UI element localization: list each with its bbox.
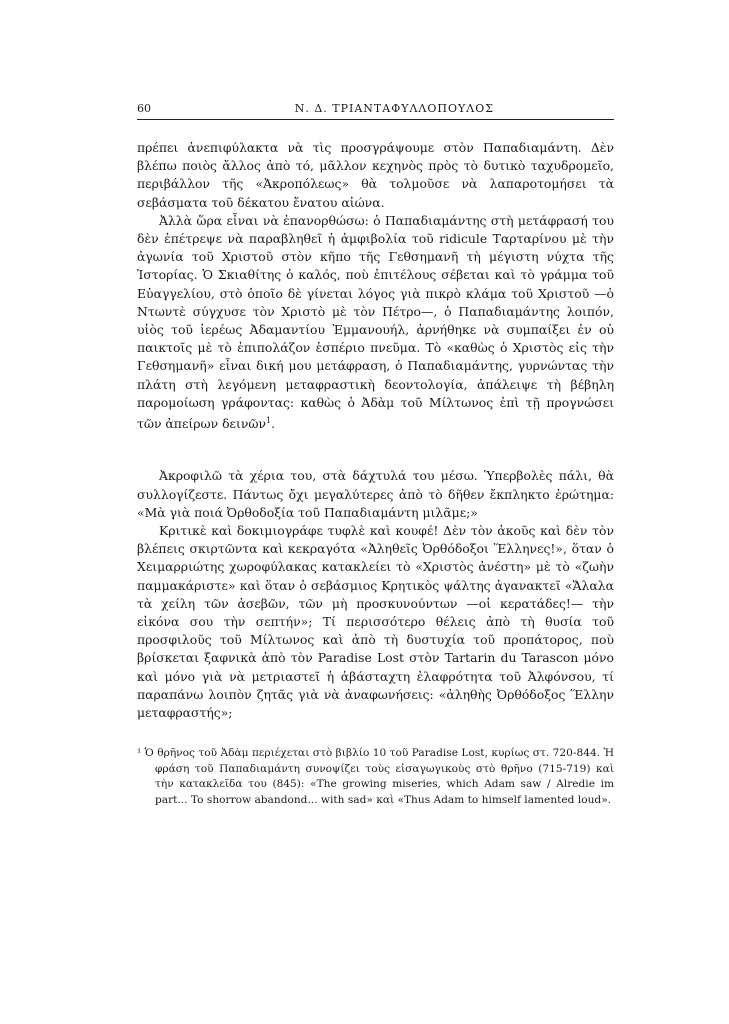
footnote-1: ¹ Ὁ θρῆνος τοῦ Ἀδὰμ περιέχεται στὸ βιβλίο 10 τοῦ Paradise Lost, κυρίως στ. 720-844. Ἡ φράση τοῦ Παπαδιαμάντη συνοψίζει τοὺς εἰσαγωγικοὺς στὸ θρῆνο (715-719) καὶ τὴν κατακλεῖδα του (845): «The growing miseries, which Adam saw / Alredie im part... To shorrow abandond... with sad» καὶ «Thus Adam to himself lamented loud». (137, 747, 614, 806)
paragraph-3: Ἀκροφιλῶ τὰ χέρια του, στὰ δάχτυλά του μέσω. Ὑπερβολὲς πάλι, θὰ συλλογίζεστε. Πάντως ὄχι μεγαλύτερες ἀπὸ τὸ δῆθεν ἔκπληκτο ἐρώτημα: «Μὰ γιὰ ποιά Ὀρθοδοξία τοῦ Παπαδιαμάντη μιλᾶμε;» (137, 468, 614, 520)
paragraph-4: Κριτικὲ καὶ δοκιμιογράφε τυφλὲ καὶ κουφέ! Δὲν τὸν ἀκοῦς καὶ δὲν τὸν βλέπεις σκιρτῶντα καὶ κεκραγότα «Ἀληθεῖς Ὀρθόδοξοι Ἕλληνες!», ὅταν ὁ Χειμαρριώτης χωροφύλακας κατακλείει τὸ «Χριστὸς ἀνέστη» μὲ τὸ «ζωὴν παμμακάριστε» καὶ ὅταν ὁ σεβάσμιος Κρητικὸς ψάλτης ἀγανακτεῖ «Ἄλαλα τὰ χείλη τῶν ἀσεβῶν, τῶν μὴ προσκυνούντων —οἱ κερατάδες!— τὴν εἰκόνα σου τὴν σεπτήν»; Τί περισσότερο θέλεις ἀπὸ τὴ θυσία τοῦ προσφιλοῦς τοῦ Μίλτωνος καὶ ἀπὸ τὴ δυστυχία τοῦ προπάτορος, ποὺ βρίσκεται ξαφνικὰ ἀπὸ τὸν Paradise Lost στὸν Tartarin du Tarascon μόνο καὶ μόνο γιὰ νὰ μετριαστεῖ ἡ ἀβάσταχτη ἐλαφρότητα τοῦ Ἀλφόνσου, τί παραπάνω λοιπὸν ζητᾶς γιὰ νὰ ἀναφωνήσεις: «ἀληθὴς Ὀρθόδοξος Ἕλλην μεταφραστής»; (137, 522, 614, 721)
running-title: Ν. Δ. ΤΡΙΑΝΤΑΦΥΛΛΟΠΟΥΛΟΣ (294, 102, 494, 115)
paragraph-1: πρέπει ἀνεπιφύλακτα νὰ τὶς προσγράψουμε στὸν Παπαδιαμάντη. Δὲν βλέπω ποιὸς ἄλλος ἀπὸ τό, μᾶλλον κεχηνὸς πρὸς τὸ δυτικὸ ταχυδρομεῖο, περιβάλλον τῆς «Ἀκροπόλεως» θὰ τολμοῦσε νὰ λαπαροτομήσει τὰ σεβάσματα τοῦ δέκατου ἔνατου αἰώνα. (137, 140, 614, 210)
book-page (137, 102, 614, 808)
running-header (137, 102, 614, 120)
section-gap (137, 433, 614, 467)
paragraph-2-text: Ἀλλὰ ὥρα εἶναι νὰ ἐπανορθώσω: ὁ Παπαδιαμάντης στὴ μετάφρασή του δὲν ἐπέτρεψε νὰ παραβληθεῖ ἡ ἀμφιβολία τοῦ ridicule Ταρταρίνου μὲ τὴν ἀγωνία τοῦ Χριστοῦ στὸν κῆπο τῆς Γεθσημανῆ τὴ μέγιστη νύχτα τῆς Ἱστορίας. Ὁ Σκιαθίτης ὁ καλός, ποὺ ἐπιτέλους σέβεται καὶ τὸ γράμμα τοῦ Εὐαγγελίου, στὸ ὁποῖο δὲ γίνεται λόγος γιὰ πικρὸ κλάμα τοῦ Χριστοῦ —ὁ Ντωντὲ σύγχυσε τὸν Χριστὸ μὲ τὸν Πέτρο—, ὁ Παπαδιαμάντης λοιπόν, υἱὸς τοῦ ἱερέως Ἀδαμαντίου Ἐμμανουήλ, ἀρνήθηκε νὰ συμπαίξει ἐν οὐ παικτοῖς μὲ τὸ ἐπιπολάζον ἑσπέριο πνεῦμα. Τὸ «καθὼς ὁ Χριστὸς εἰς τὴν Γεθσημανῆ» εἶναι δική μου μετάφραση, ὁ Παπαδιαμάντης, γυρνώντας τὴν πλάτη στὴ λεγόμενη μεταφραστικὴ δεοντολογία, ἀπάλειψε τὴ βέβηλη παρομοίωση γράφοντας: καθὼς ὁ Ἀδὰμ τοῦ Μίλτωνος ἐπὶ τῇ προγνώσει τῶν ἀπείρων δεινῶν (137, 212, 614, 432)
paragraph-2: Ἀλλὰ ὥρα εἶναι νὰ ἐπανορθώσω: ὁ Παπαδιαμάντης στὴ μετάφρασή του δὲν ἐπέτρεψε νὰ παραβληθεῖ ἡ ἀμφιβολία τοῦ ridicule Ταρταρίνου μὲ τὴν ἀγωνία τοῦ Χριστοῦ στὸν κῆπο τῆς Γεθσημανῆ τὴ μέγιστη νύχτα τῆς Ἱστορίας. Ὁ Σκιαθίτης ὁ καλός, ποὺ ἐπιτέλους σέβεται καὶ τὸ γράμμα τοῦ Εὐαγγελίου, στὸ ὁποῖο δὲ γίνεται λόγος γιὰ πικρὸ κλάμα τοῦ Χριστοῦ —ὁ Ντωντὲ σύγχυσε τὸν Χριστὸ μὲ τὸν Πέτρο—, ὁ Παπαδιαμάντης λοιπόν, υἱὸς τοῦ ἱερέως Ἀδαμαντίου Ἐμμανουήλ, ἀρνήθηκε νὰ συμπαίξει ἐν οὐ παικτοῖς μὲ τὸ ἐπιπολάζον ἑσπέριο πνεῦμα. Τὸ «καθὼς ὁ Χριστὸς εἰς τὴν Γεθσημανῆ» εἶναι δική μου μετάφραση, ὁ Παπαδιαμάντης, γυρνώντας τὴν πλάτη στὴ λεγόμενη μεταφραστικὴ δεοντολογία, ἀπάλειψε τὴ βέβηλη παρομοίωση γράφοντας: καθὼς ὁ Ἀδὰμ τοῦ Μίλτωνος ἐπὶ τῇ προγνώσει τῶν ἀπείρων δεινῶν$^1$. (137, 212, 614, 432)
footnote-marker: 1 (265, 416, 272, 426)
main-text (137, 139, 614, 722)
footnotes (137, 746, 614, 808)
page-number: 60 (137, 102, 151, 115)
